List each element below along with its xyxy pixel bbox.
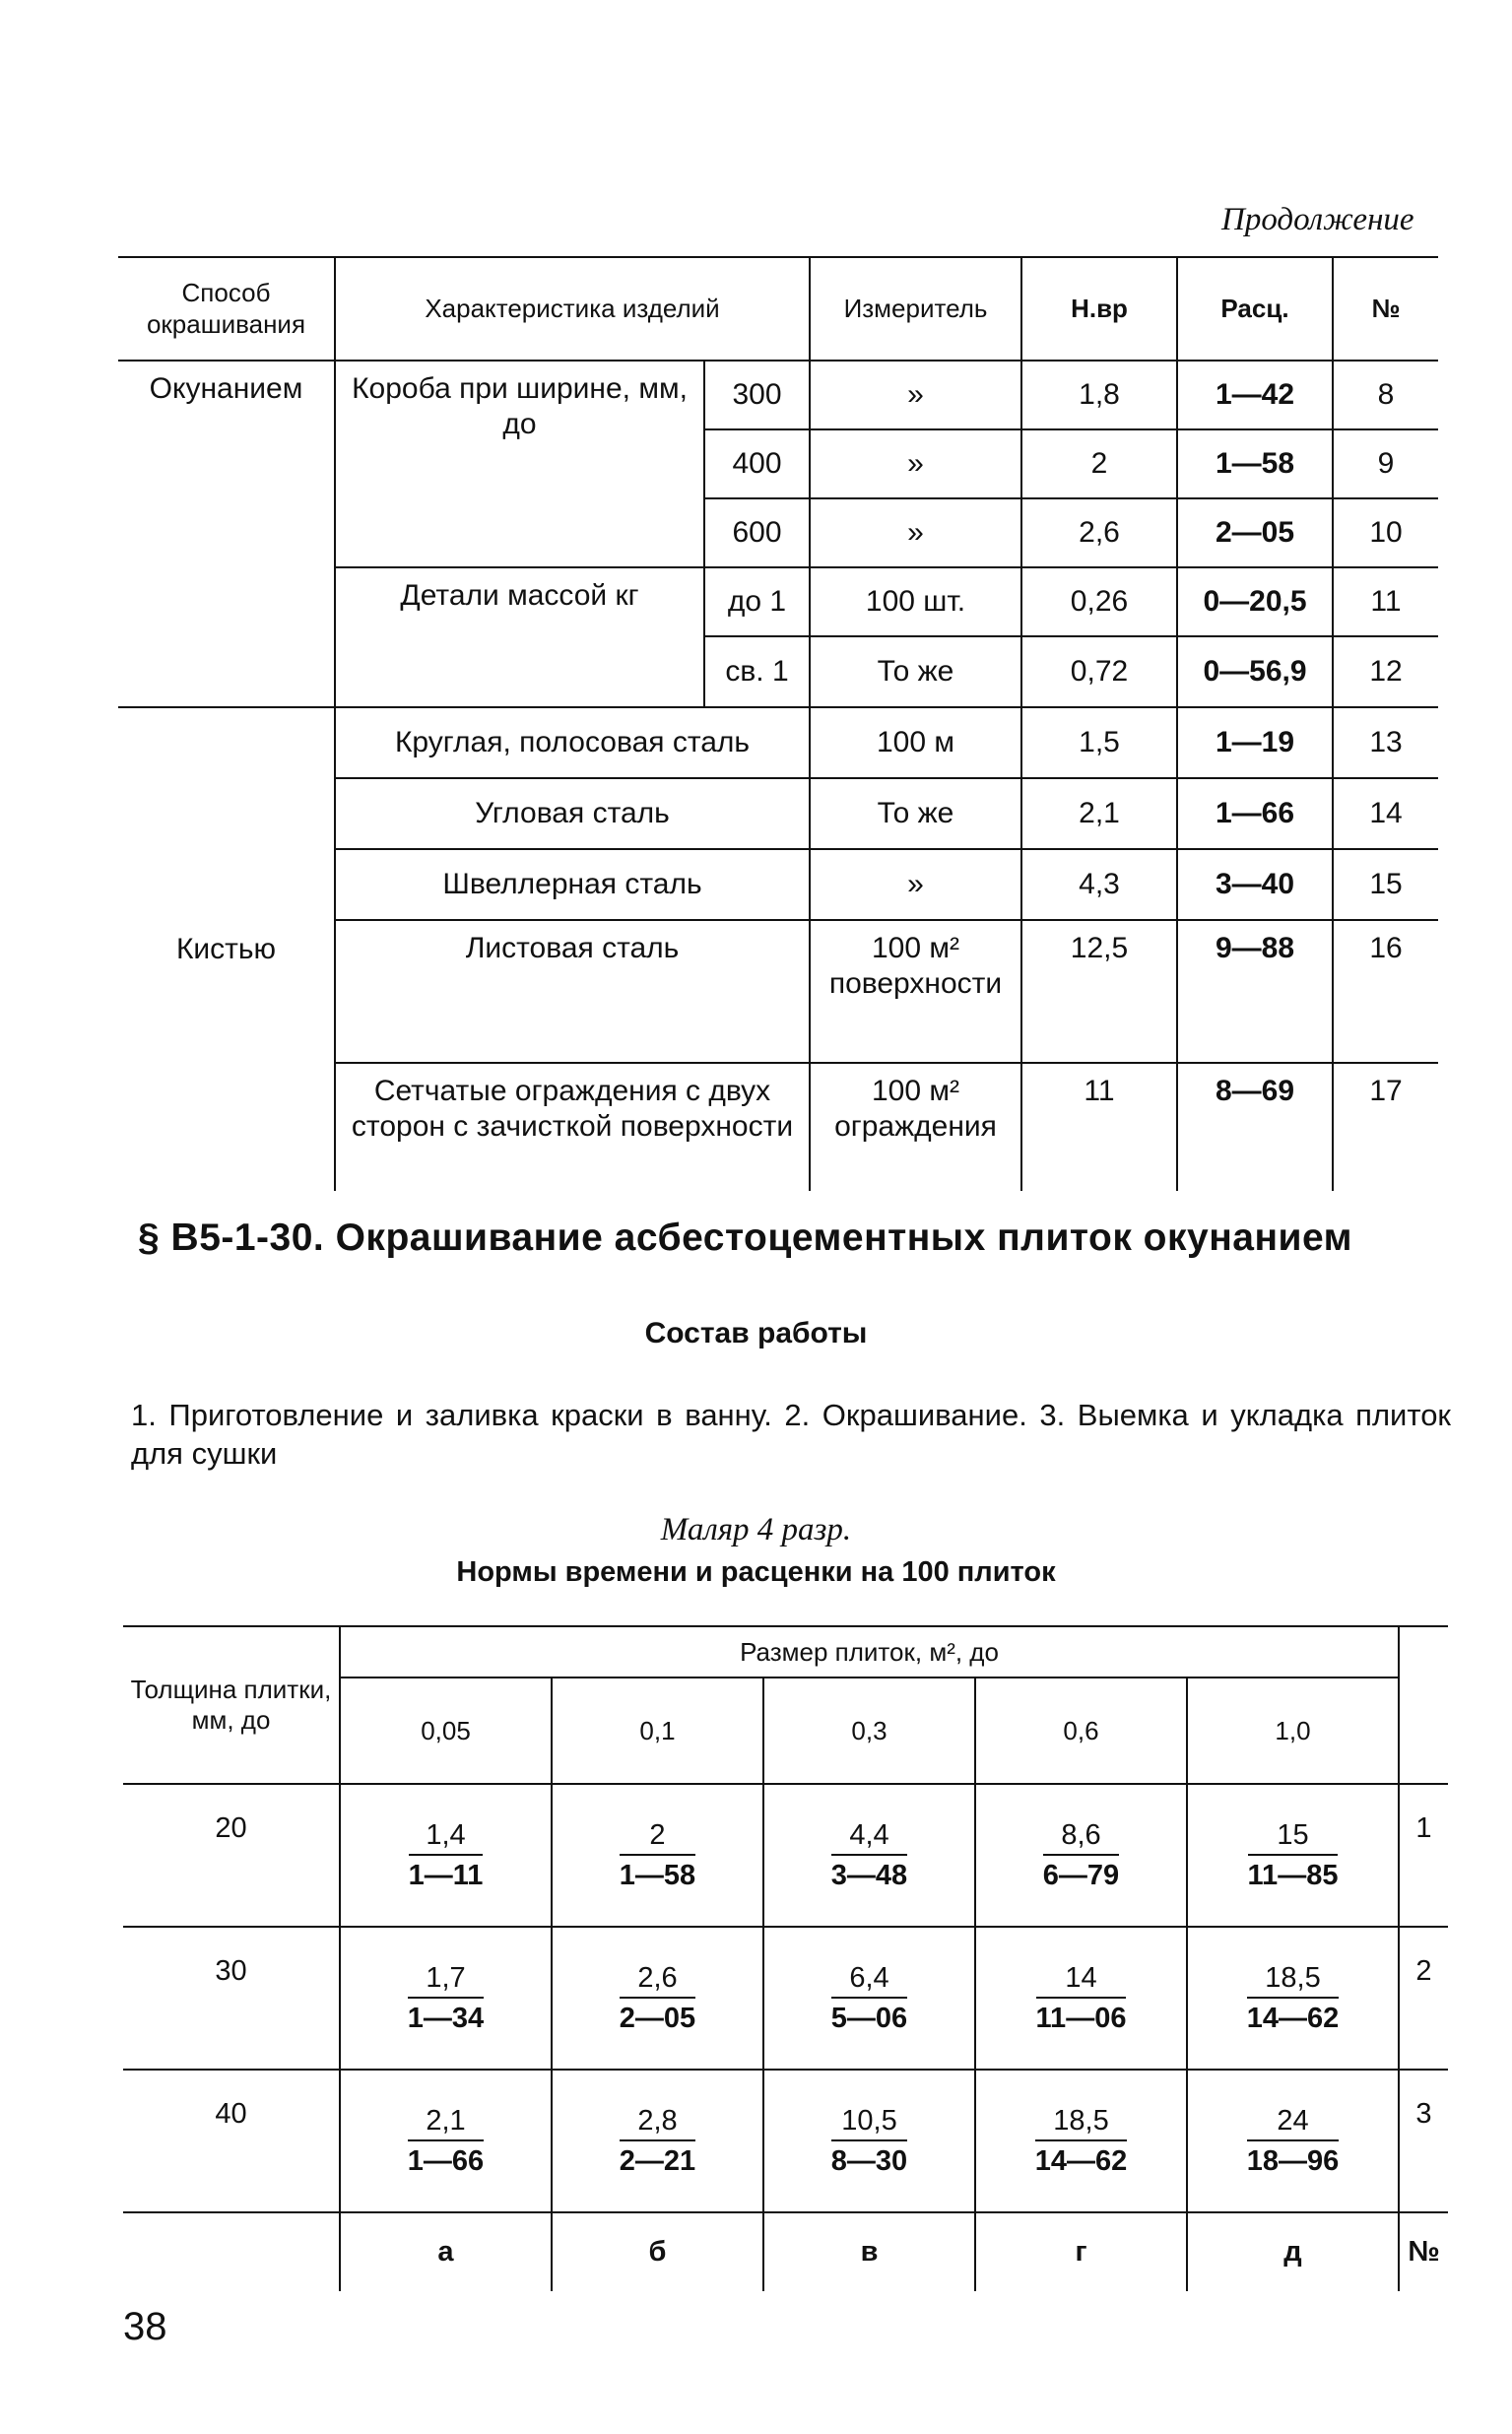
norm-cell	[763, 2070, 975, 2212]
row-number: 13	[1333, 707, 1438, 778]
column-letter: а	[340, 2212, 552, 2291]
norm-time: 2,1	[408, 2105, 484, 2141]
row-rate: 0—56,9	[1177, 636, 1333, 707]
norm-cell	[1187, 1927, 1399, 2070]
row-rate: 1—58	[1177, 429, 1333, 498]
row-rate: 9—88	[1177, 920, 1333, 1063]
continuation-label: Продолжение	[1221, 202, 1414, 237]
size-col-header: 0,05	[340, 1677, 552, 1784]
table-header-row	[118, 257, 1438, 361]
header-method: Способ окрашивания	[118, 257, 335, 361]
table-row	[118, 361, 1438, 429]
group-brush: Кистью	[118, 707, 335, 1191]
norm-cell	[763, 1927, 975, 2070]
row-unit: 100 м² поверхности	[810, 920, 1021, 1063]
row-rate: 3—40	[1177, 849, 1333, 920]
footer-empty	[123, 2212, 340, 2291]
row-number: 17	[1333, 1063, 1438, 1191]
thickness-cell: 40	[123, 2070, 340, 2212]
norm-time: 1,4	[409, 1819, 484, 1856]
row-number: 8	[1333, 361, 1438, 429]
norm-time: 6,4	[831, 1962, 907, 1999]
page-number: 38	[123, 2305, 167, 2348]
norm-time: 15	[1248, 1819, 1339, 1856]
norm-rate: 18—96	[1246, 2144, 1340, 2177]
row-desc: Сетчатые ограждения с двух сторон с зачисткой поверхности	[335, 1063, 810, 1191]
table-row	[123, 1784, 1448, 1927]
norm-rate: 2—05	[619, 2002, 696, 2034]
row-unit: 100 м² ограждения	[810, 1063, 1021, 1191]
header-rate: Расц.	[1177, 257, 1333, 361]
norm-rate: 11—85	[1247, 1859, 1339, 1891]
norm-time: 2,8	[620, 2105, 695, 2141]
row-time-norm: 0,26	[1021, 567, 1177, 636]
row-unit: »	[810, 849, 1021, 920]
row-desc: Короба при ширине, мм, до	[335, 361, 704, 567]
norm-time: 2,6	[620, 1962, 695, 1999]
row-sub: 600	[704, 498, 810, 567]
row-sub: 400	[704, 429, 810, 498]
norm-time: 10,5	[831, 2105, 907, 2141]
norm-time: 24	[1247, 2105, 1340, 2141]
norm-rate: 1—66	[407, 2144, 485, 2177]
column-letter: б	[552, 2212, 763, 2291]
norms-title: Нормы времени и расценки на 100 плиток	[456, 1556, 1056, 1588]
row-time-norm: 0,72	[1021, 636, 1177, 707]
norm-time: 8,6	[1043, 1819, 1119, 1856]
row-rate: 1—42	[1177, 361, 1333, 429]
table-header-row	[123, 1626, 1448, 1677]
section-title: § В5-1-30. Окрашивание асбестоцементных плиток окунанием	[138, 1217, 1353, 1259]
row-number: 16	[1333, 920, 1438, 1063]
size-col-header: 0,6	[975, 1677, 1187, 1784]
norm-rate: 1—34	[407, 2002, 485, 2034]
work-composition-title: Состав работы	[644, 1317, 868, 1349]
norm-rate: 2—21	[619, 2144, 696, 2177]
norm-cell	[975, 2070, 1187, 2212]
norm-cell	[552, 2070, 763, 2212]
table-footer-row	[123, 2212, 1448, 2291]
norm-time: 14	[1036, 1962, 1127, 1999]
row-unit: То же	[810, 636, 1021, 707]
table-row	[118, 707, 1438, 778]
row-time-norm: 1,8	[1021, 361, 1177, 429]
column-letter: в	[763, 2212, 975, 2291]
norm-cell	[340, 1784, 552, 1927]
row-rate: 2—05	[1177, 498, 1333, 567]
row-number: 2	[1399, 1927, 1448, 2070]
norm-time: 1,7	[408, 1962, 484, 1999]
table-row	[123, 1927, 1448, 2070]
norm-cell	[552, 1784, 763, 1927]
row-sub: 300	[704, 361, 810, 429]
row-desc: Детали массой кг	[335, 567, 704, 707]
thickness-cell: 30	[123, 1927, 340, 2070]
header-time-norm: Н.вр	[1021, 257, 1177, 361]
norm-rate: 6—79	[1042, 1859, 1120, 1891]
thickness-cell: 20	[123, 1784, 340, 1927]
row-desc: Листовая сталь	[335, 920, 810, 1063]
row-rate: 1—19	[1177, 707, 1333, 778]
norm-rate: 8—30	[830, 2144, 908, 2177]
norm-cell	[975, 1784, 1187, 1927]
work-composition-text: 1. Приготовление и заливка краски в ванну. 2. Окрашивание. 3. Выемка и укладка плиток для сушки	[131, 1398, 1451, 1471]
row-unit: »	[810, 498, 1021, 567]
row-unit: То же	[810, 778, 1021, 849]
painting-norms-table	[118, 256, 1438, 1191]
row-time-norm: 2,1	[1021, 778, 1177, 849]
row-time-norm: 2,6	[1021, 498, 1177, 567]
norm-rate: 14—62	[1246, 2002, 1340, 2034]
row-unit: »	[810, 361, 1021, 429]
tile-norms-table	[123, 1625, 1448, 2291]
norm-cell	[340, 1927, 552, 2070]
column-letter: д	[1187, 2212, 1399, 2291]
row-time-norm: 1,5	[1021, 707, 1177, 778]
row-number: 15	[1333, 849, 1438, 920]
norm-rate: 1—11	[408, 1859, 484, 1891]
row-time-norm: 4,3	[1021, 849, 1177, 920]
column-letter: г	[975, 2212, 1187, 2291]
group-dipping: Окунанием	[118, 361, 335, 707]
row-number: 11	[1333, 567, 1438, 636]
row-time-norm: 11	[1021, 1063, 1177, 1191]
row-rate: 1—66	[1177, 778, 1333, 849]
row-number: 1	[1399, 1784, 1448, 1927]
row-sub: до 1	[704, 567, 810, 636]
row-time-norm: 2	[1021, 429, 1177, 498]
row-sub: св. 1	[704, 636, 810, 707]
num-label: №	[1399, 2212, 1448, 2291]
norm-cell	[975, 1927, 1187, 2070]
size-col-header: 0,3	[763, 1677, 975, 1784]
norm-cell	[1187, 2070, 1399, 2212]
row-unit: 100 м	[810, 707, 1021, 778]
norm-time: 2	[620, 1819, 695, 1856]
header-characteristics: Характеристика изделий	[335, 257, 810, 361]
header-size: Размер плиток, м², до	[340, 1626, 1399, 1677]
norm-time: 18,5	[1035, 2105, 1128, 2141]
row-desc: Круглая, полосовая сталь	[335, 707, 810, 778]
size-col-header: 1,0	[1187, 1677, 1399, 1784]
row-number: 3	[1399, 2070, 1448, 2212]
row-number: 10	[1333, 498, 1438, 567]
header-num-empty	[1399, 1626, 1448, 1784]
norm-rate: 14—62	[1034, 2144, 1128, 2177]
norm-time: 18,5	[1247, 1962, 1340, 1999]
norm-rate: 3—48	[830, 1859, 908, 1891]
row-unit: 100 шт.	[810, 567, 1021, 636]
norm-rate: 1—58	[619, 1859, 696, 1891]
row-unit: »	[810, 429, 1021, 498]
header-unit: Измеритель	[810, 257, 1021, 361]
norm-cell	[1187, 1784, 1399, 1927]
row-number: 12	[1333, 636, 1438, 707]
row-rate: 8—69	[1177, 1063, 1333, 1191]
header-number: №	[1333, 257, 1438, 361]
norm-rate: 11—06	[1035, 2002, 1127, 2034]
table-row	[123, 2070, 1448, 2212]
size-col-header: 0,1	[552, 1677, 763, 1784]
worker-grade: Маляр 4 разр.	[660, 1512, 852, 1547]
row-desc: Угловая сталь	[335, 778, 810, 849]
row-number: 14	[1333, 778, 1438, 849]
norm-time: 4,4	[831, 1819, 907, 1856]
row-desc: Швеллерная сталь	[335, 849, 810, 920]
row-number: 9	[1333, 429, 1438, 498]
norm-cell	[340, 2070, 552, 2212]
row-rate: 0—20,5	[1177, 567, 1333, 636]
header-thickness: Толщина плитки, мм, до	[123, 1626, 340, 1784]
norm-cell	[763, 1784, 975, 1927]
norm-cell	[552, 1927, 763, 2070]
row-time-norm: 12,5	[1021, 920, 1177, 1063]
norm-rate: 5—06	[830, 2002, 908, 2034]
